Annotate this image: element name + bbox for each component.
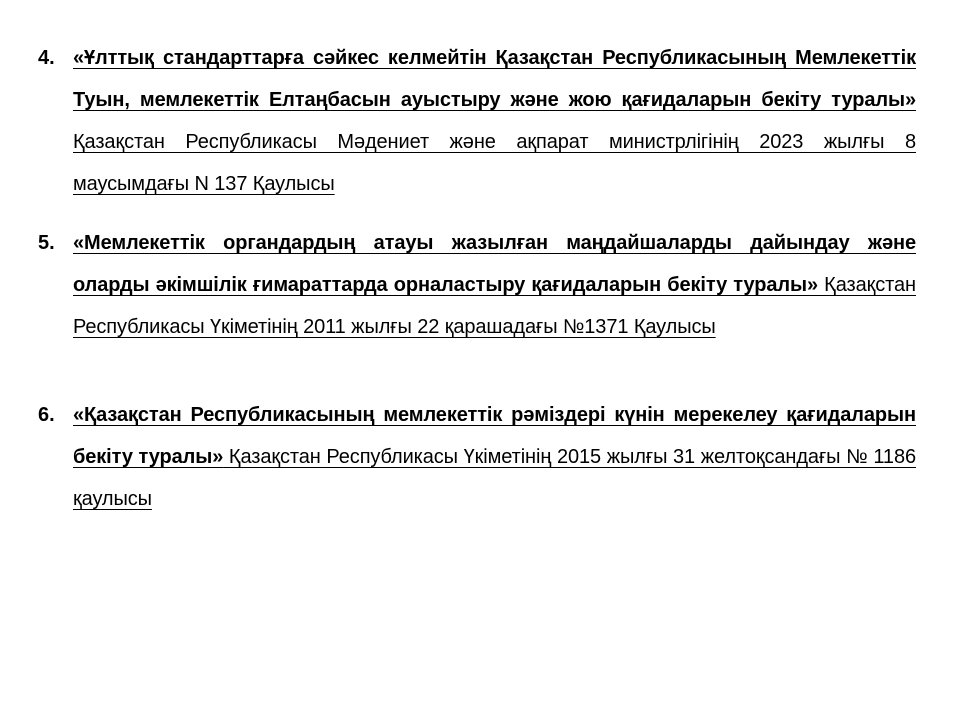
law-reference-link[interactable] [73,37,916,205]
law-reference-link[interactable] [73,394,916,520]
law-source: Қазақстан Республикасы Мәдениет және ақпарат министрлігінің 2023 жылғы 8 маусымдағы N 137 Қаулысы [73,131,916,195]
law-title: «Қазақстан Республикасының мемлекеттік рәміздері күнін мерекелеу қағидаларын бекіту туралы» [73,404,916,468]
law-source: Қазақстан Республикасы Үкіметінің 2011 жылғы 22 қарашадағы №1371 Қаулысы [73,274,916,338]
law-reference-link[interactable] [73,222,916,348]
list-item [38,394,916,520]
item-number: 5. [38,232,55,254]
law-title: «Ұлттық стандарттарға сәйкес келмейтін Қазақстан Республикасының Мемлекеттік Туын, мемлекеттік Елтаңбасын ауыстыру және жою қағидаларын бекіту туралы» [73,47,916,111]
law-source: Қазақстан Республикасы Үкіметінің 2015 жылғы 31 желтоқсандағы № 1186 қаулысы [73,446,916,510]
item-number: 6. [38,404,55,426]
list-item [38,37,916,205]
item-number: 4. [38,47,55,69]
law-title: «Мемлекеттік органдардың атауы жазылған маңдайшаларды дайындау және оларды әкімшілік ғимараттарда орналастыру қағидаларын бекіту туралы» [73,232,916,296]
list-item [38,222,916,348]
